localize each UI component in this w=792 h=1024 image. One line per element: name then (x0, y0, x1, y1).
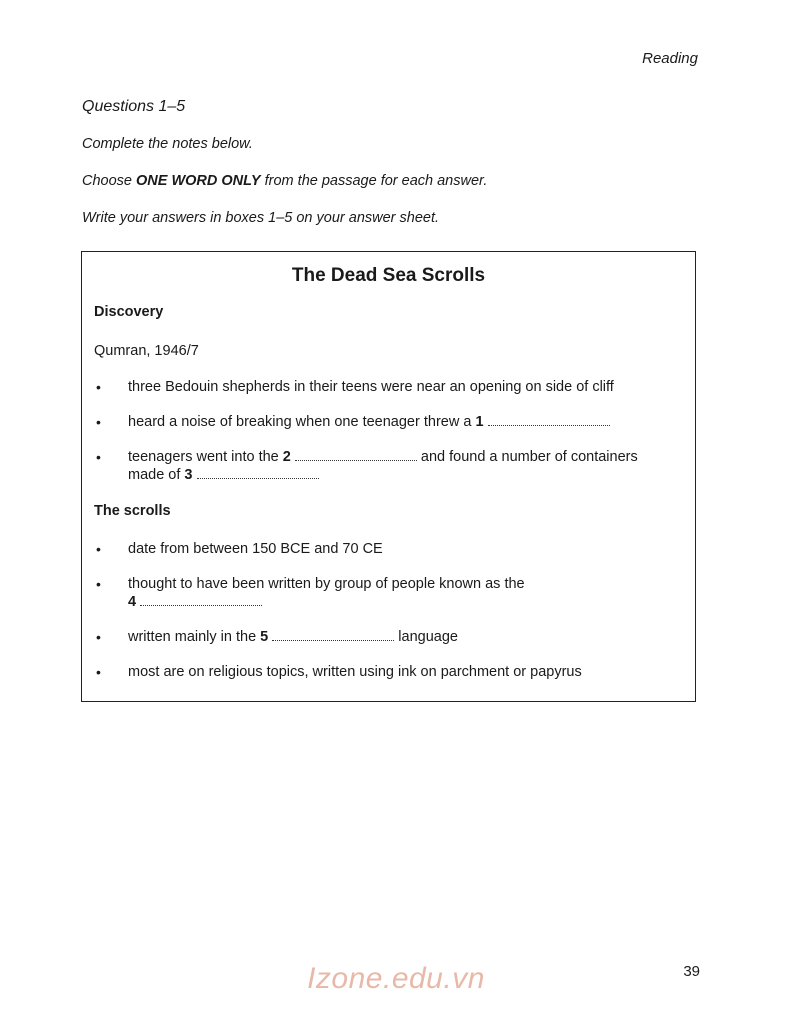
bullet-text-mid: and found a number of containers made of (128, 449, 638, 483)
bullet-text: thought to have been written by group of people known as the (128, 576, 525, 592)
section-label: Reading (642, 50, 698, 67)
bullet-icon: • (96, 379, 101, 395)
list-item (94, 413, 675, 431)
bullet-text: written mainly in the (128, 629, 261, 645)
scrolls-heading: The scrolls (94, 503, 171, 519)
instruction-word-limit (82, 171, 487, 191)
bullet-text: heard a noise of breaking when one teenager threw a (128, 414, 476, 430)
question-number-2: 2 (282, 449, 291, 465)
discovery-place: Qumran, 1946/7 (94, 343, 199, 359)
instruction-word-limit-post: from the passage for each answer. (260, 173, 488, 189)
notes-box (81, 251, 696, 702)
instruction-word-limit-emphasis: ONE WORD ONLY (136, 173, 261, 189)
answer-gap-1[interactable] (488, 413, 610, 426)
bullet-text: teenagers went into the (128, 449, 283, 465)
instruction-word-limit-pre: Choose (82, 173, 137, 189)
bullet-text-post: language (394, 629, 458, 645)
answer-gap-3[interactable] (197, 466, 319, 479)
questions-heading: Questions 1–5 (82, 98, 186, 115)
instructions-block (82, 98, 487, 245)
bullet-icon: • (96, 629, 101, 645)
list-item (94, 663, 675, 681)
question-number-1: 1 (475, 414, 484, 430)
list-item (94, 540, 675, 558)
bullet-icon: • (96, 414, 101, 430)
bullet-icon: • (96, 576, 101, 592)
discovery-heading: Discovery (94, 304, 164, 320)
question-number-4: 4 (128, 594, 137, 610)
bullet-text: date from between 150 BCE and 70 CE (128, 541, 383, 557)
answer-gap-4[interactable] (140, 593, 262, 606)
answer-gap-5[interactable] (272, 628, 394, 641)
instruction-complete-notes: Complete the notes below. (82, 136, 253, 152)
notes-title: The Dead Sea Scrolls (291, 265, 486, 286)
bullet-icon: • (96, 449, 101, 465)
bullet-text: three Bedouin shepherds in their teens were near an opening on side of cliff (128, 379, 614, 395)
watermark: Izone.edu.vn (307, 962, 485, 995)
question-number-5: 5 (260, 629, 269, 645)
page-number: 39 (683, 963, 700, 980)
bullet-text: most are on religious topics, written using ink on parchment or papyrus (128, 664, 582, 680)
question-number-3: 3 (184, 467, 193, 483)
list-item (94, 448, 675, 484)
list-item (94, 378, 675, 396)
list-item (94, 628, 675, 646)
bullet-icon: • (96, 664, 101, 680)
bullet-icon: • (96, 541, 101, 557)
notes-body (94, 302, 675, 698)
list-item (94, 575, 675, 611)
answer-gap-2[interactable] (295, 448, 417, 461)
instruction-answer-sheet: Write your answers in boxes 1–5 on your answer sheet. (82, 210, 440, 226)
